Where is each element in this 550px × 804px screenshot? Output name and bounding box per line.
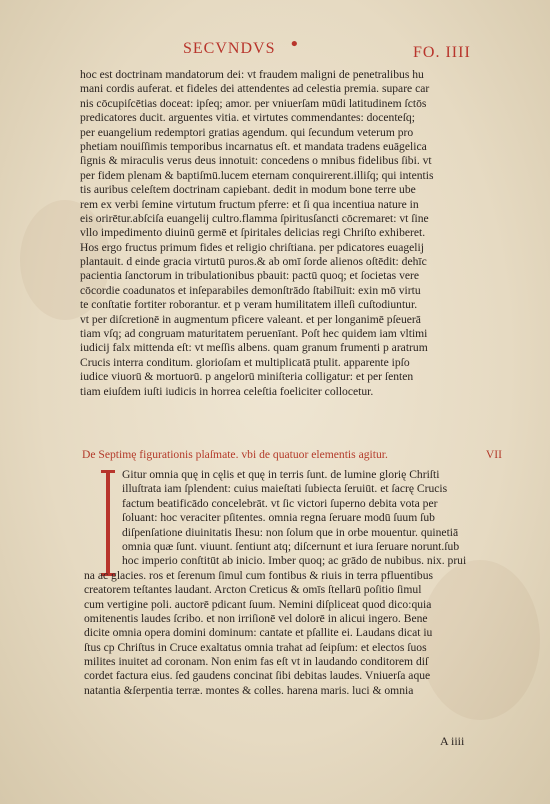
text-line: ſignis & miraculis verus deus innotuit: concedens o mnibus fidelibus ſibi. vt <box>80 154 432 168</box>
text-line: cum vertigine poli. auctorē pdicant ſuum. Nemini diſpliceat quod dico:quia <box>84 597 432 611</box>
text-line: diſpenſatione diuinitatis Ihesu: non ſolum que in orbe mouentur. quinetiā <box>122 525 459 539</box>
text-line: iudicij falx mittenda eſt: vt meſſis albens. quam granum frumenti p aratrum <box>80 341 428 355</box>
text-line: natantia &ſerpentia terræ. montes & colles. harena maris. luci & omnia <box>84 683 414 697</box>
text-line: cordet factura eius. ſed gaudens concinat ſibi debitas laudes. Vniuerſa aque <box>84 669 431 683</box>
text-line: tiam eiuſdem iuſti iudicis in horrea celeſtia foeliciter collocetur. <box>80 384 374 398</box>
text-line: phetiam nouiſſimis temporibus incarnatus eſt. et mandata tradens euāgelica <box>80 139 427 153</box>
text-line: ſtus cp Chriſtus in Cruce exaltatus omnia trahat ad ſeipſum: et electos ſuos <box>84 640 427 654</box>
chapter-heading-text: De Septimę figurationis plaſmate. vbi de quatuor elementis agitur. <box>82 448 388 461</box>
folio-number: FO. IIII <box>413 44 471 61</box>
text-line: eis orirētur.abſciſa euangelij cultro.flamma ſpiritusſancti cōcremaret: vt ſine <box>80 211 429 225</box>
text-line: per fidem plenam & baptiſmū.lucem eternam conquirerent.illiſq; qui intentis <box>80 168 434 182</box>
text-line: tis auribus celeſtem doctrinam capiebant. dedit in modum bone terre ube <box>80 183 416 197</box>
text-line: nis cōcupiſcētias doceat: ipſeq; amor. per vniuerſam mūdi latitudinem ſctōs <box>80 96 427 110</box>
text-line: tiam vſq; ad congruam maturitatem peruenīant. Poſt hec quidem iam vltimi <box>80 327 428 341</box>
text-line: te conſtatie fortiter roborantur. et p veram humilitatem illeſi cuſtodiuntur. <box>80 298 418 312</box>
text-line: pacientia ſanctorum in tribulationibus pbauit: pactū quoq; et ſocietas vere <box>80 269 420 283</box>
text-line: plantauit. d einde gracia virtutū puros.& ab omī ſorde alienos oſtēdit: dehīc <box>80 255 427 269</box>
text-line: Hos ergo fructus primum fides et religio chriſtiana. per pdicatores euagelij <box>80 240 424 254</box>
text-line: hoc imperio conſtitūt ab inicio. Imber quoq; ac grādo de nubibus. nix. prui <box>122 554 467 568</box>
running-head-separator: • <box>289 34 300 55</box>
text-line: per euangelium redemptori gratias agendum. qui ſecundum veterum pro <box>80 125 414 139</box>
text-line: milites inuitet ad coronam. Non enim fas eſt vt in laudando conditorem diſ <box>84 655 429 669</box>
chapter-text <box>84 468 512 698</box>
chapter-heading <box>82 448 512 461</box>
text-line: Gitur omnia quę in cęlis et quę in terris ſunt. de lumine glorię Chriſti <box>122 468 440 481</box>
text-line: omnia quæ ſunt. viuunt. ſentiunt atq; diſcernunt et iura ſeruare norunt.ſub <box>122 539 460 553</box>
text-line: Crucis interra conditum. glorioſam et multiplicatā ptulit. apparente ipſo <box>80 355 410 369</box>
text-line: omitenentis laudes ſcribo. et non irriſionē vel dolorē in alicui ingero. Bene <box>84 611 428 625</box>
text-line: dicite omnia opera domini dominum: cantate et pſallite ei. Laudans dicat iu <box>84 626 433 640</box>
text-line: iudice viuorū & mortuorū. p angelorū miniſteria colligatur: et per ſenten <box>80 370 414 384</box>
text-line: hoc est doctrinam mandatorum dei: vt fraudem maligni de penetralibus hu <box>80 68 424 81</box>
text-line: creatorem teſtantes laudant. Arcton Creticus & omīs ſtellarū poſitio ſimul <box>84 583 422 597</box>
text-line: cōcordie coadunatos et inſeparabiles demonſtrādo ſtabilīuit: exin mō virtu <box>80 283 421 297</box>
signature-mark: A iiii <box>440 734 465 748</box>
text-line: illuſtrata iam ſplendent: cuius maieſtati ſubiecta ſeruiūt. et ſacrę Crucis <box>122 482 448 496</box>
text-line: vllo impedimento diuinū germē et ſpiritales delicias regi Chriſto exhiberet. <box>80 226 426 240</box>
text-line: mani cordis auferat. et fideles dei attendentes ad celestia premia. supare car <box>80 82 430 96</box>
text-line: na ac glacies. ros et ſerenum ſimul cum fontibus & riuis in terra pfluentibus <box>84 568 434 582</box>
text-line: ſoluant: hoc veraciter pſitentes. omnia regna ſeruare modū ſuum ſub <box>122 511 435 525</box>
body-text <box>80 68 512 399</box>
text-line: predicatores ducit. arguentes vitia. et virtutes commendantes: docenteſq; <box>80 111 415 125</box>
running-head-left: SECVNDVS <box>183 40 276 57</box>
text-line: factum beatificādo concelebrāt. vt ſic victori ſuperno debita vota per <box>122 496 438 510</box>
text-line: rem ex verbi ſemine virtutum fructum pferre: et ſi qua incentiua nature in <box>80 197 419 211</box>
chapter-number: VII <box>485 448 502 461</box>
text-line: vt per diſcretionē in augmentum pficere valeant. et per longanimē pſeuerā <box>80 312 421 326</box>
